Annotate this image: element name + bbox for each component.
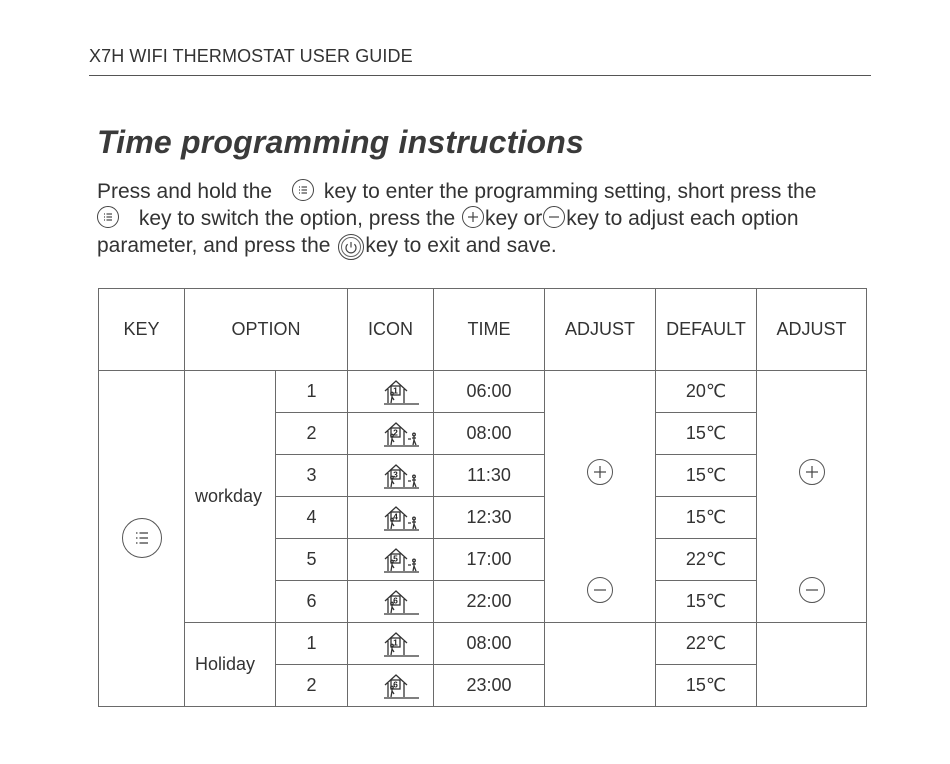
page-title: Time programming instructions [97,124,585,160]
house-icon-number: 2 [392,427,398,437]
group-holiday: Holiday [185,623,276,707]
icon-cell [348,413,434,455]
house-period-icon [383,420,421,448]
house-icon-number: 1 [392,637,398,647]
icon-cell [348,455,434,497]
house-icon-number: 4 [392,511,398,521]
intro-text: key or [485,207,543,230]
house-icon-number: 3 [392,469,398,479]
adjust-cell-empty [757,623,867,707]
adjust-cell [545,371,656,623]
house-period-icon [383,546,421,574]
row-time: 17:00 [434,539,545,581]
guide-header-title: X7H WIFI THERMOSTAT USER GUIDE [89,46,413,66]
row-time: 12:30 [434,497,545,539]
row-default: 15℃ [656,665,757,707]
row-default: 15℃ [656,581,757,623]
house-period-icon [383,462,421,490]
row-time: 22:00 [434,581,545,623]
row-number: 3 [276,455,348,497]
row-default: 15℃ [656,455,757,497]
adjust-cell-empty [545,623,656,707]
key-cell [99,371,185,707]
header-adjust: ADJUST [757,289,867,371]
row-time: 11:30 [434,455,545,497]
house-icon-number: 6 [392,679,398,689]
icon-cell [348,371,434,413]
row-default: 15℃ [656,497,757,539]
row-time: 06:00 [434,371,545,413]
program-table [98,288,867,707]
row-default: 22℃ [656,539,757,581]
intro-text: key to exit and save. [365,234,557,257]
row-number: 5 [276,539,348,581]
row-default: 22℃ [656,623,757,665]
row-time: 08:00 [434,623,545,665]
row-number: 1 [276,371,348,413]
power-key-icon [338,234,364,260]
plus-key-icon [587,459,613,485]
icon-cell [348,581,434,623]
house-icon-number: 1 [392,385,398,395]
house-icon-number: 6 [392,595,398,605]
icon-cell [348,665,434,707]
header-adjust: ADJUST [545,289,656,371]
minus-key-icon [587,577,613,603]
menu-key-icon [122,518,162,558]
row-number: 1 [276,623,348,665]
plus-key-icon [799,459,825,485]
menu-key-icon [97,206,119,228]
intro-text: key to switch the option, press the [138,207,456,230]
row-time: 08:00 [434,413,545,455]
icon-cell [348,623,434,665]
house-period-icon [383,378,421,406]
program-table-wrapper [98,288,867,707]
house-icon-number: 5 [392,553,398,563]
row-number: 2 [276,413,348,455]
header-icon: ICON [348,289,434,371]
header-option: OPTION [185,289,348,371]
adjust-cell [757,371,867,623]
row-time: 23:00 [434,665,545,707]
house-period-icon [383,504,421,532]
group-workday: workday [185,371,276,623]
row-number: 4 [276,497,348,539]
icon-cell [348,539,434,581]
house-period-icon [383,672,421,700]
header-divider [89,75,871,76]
house-period-icon [383,588,421,616]
intro-text: Press and hold the [97,180,273,203]
minus-key-icon [543,206,565,228]
intro-text: key to adjust each option [566,207,799,230]
row-number: 2 [276,665,348,707]
intro-paragraph [97,178,887,259]
minus-key-icon [799,577,825,603]
header-key: KEY [99,289,185,371]
menu-key-icon [292,179,314,201]
row-default: 20℃ [656,371,757,413]
icon-cell [348,497,434,539]
row-default: 15℃ [656,413,757,455]
row-number: 6 [276,581,348,623]
plus-key-icon [462,206,484,228]
intro-text: key to enter the programming setting, short press the [323,180,817,203]
house-period-icon [383,630,421,658]
header-default: DEFAULT [656,289,757,371]
intro-text: parameter, and press the [97,234,331,257]
header-time: TIME [434,289,545,371]
